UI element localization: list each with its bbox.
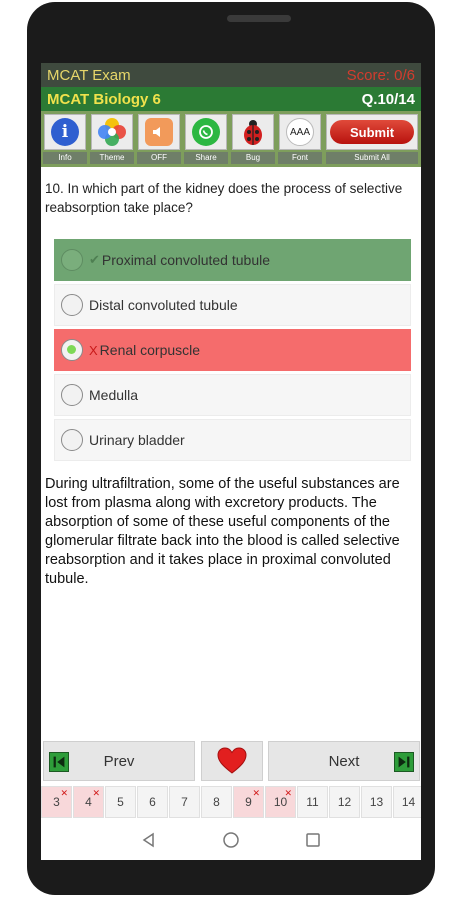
option-label: Proximal convoluted tubule — [101, 252, 271, 268]
check-icon: ✔ — [89, 252, 100, 267]
bug-report-button[interactable] — [231, 114, 275, 164]
question-counter: Q.10/14 — [361, 90, 415, 108]
radio-button[interactable] — [61, 429, 83, 451]
x-icon: X — [89, 342, 98, 358]
question-jump-7[interactable]: 7 — [169, 786, 200, 818]
share-label: Share — [184, 152, 228, 164]
wrong-mark-icon: ✕ — [60, 788, 68, 798]
question-jump-4[interactable]: 4 ✕ — [73, 786, 104, 818]
app-screen — [41, 63, 421, 860]
option-4[interactable] — [54, 374, 411, 416]
question-jump-13[interactable]: 13 — [361, 786, 392, 818]
question-strip — [41, 786, 421, 818]
option-label: Urinary bladder — [89, 432, 185, 448]
info-button[interactable] — [43, 114, 87, 164]
quiz-title: MCAT Biology 6 — [47, 90, 161, 108]
prev-label: Prev — [103, 752, 135, 770]
top-header — [41, 63, 421, 87]
question-jump-14[interactable]: 14 — [393, 786, 421, 818]
toolbar — [41, 111, 421, 167]
question-jump-8[interactable]: 8 — [201, 786, 232, 818]
wrong-mark-icon: ✕ — [252, 788, 260, 798]
share-button[interactable] — [184, 114, 228, 164]
question-jump-9[interactable]: 9 ✕ — [233, 786, 264, 818]
recents-icon[interactable] — [305, 832, 321, 848]
theme-label: Theme — [90, 152, 134, 164]
explanation-text: During ultrafiltration, some of the useful substances are lost from plasma along with excretory products. The absorption of some of these useful components of the glomerular filtrate back into the blood is called selective reabsorption and it takes place in proximal convoluted tubule. — [45, 476, 400, 587]
home-icon[interactable] — [222, 831, 240, 849]
bug-label: Bug — [231, 152, 275, 164]
favorite-button[interactable] — [201, 741, 263, 781]
speaker-icon — [145, 118, 173, 146]
radio-button-selected[interactable] — [61, 339, 83, 361]
question-jump-5[interactable]: 5 — [105, 786, 136, 818]
question-jump-3[interactable]: 3 ✕ — [41, 786, 72, 818]
option-2[interactable] — [54, 284, 411, 326]
navigation-bar — [41, 741, 421, 781]
next-label: Next — [328, 752, 360, 770]
option-3[interactable] — [54, 329, 411, 371]
font-label: Font — [278, 152, 322, 164]
heart-icon — [217, 747, 247, 775]
question-jump-10[interactable]: 10 ✕ — [265, 786, 296, 818]
option-1[interactable] — [54, 239, 411, 281]
prev-button[interactable] — [43, 741, 195, 781]
phone-speaker — [227, 15, 291, 22]
radio-button[interactable] — [61, 249, 83, 271]
radio-button[interactable] — [61, 294, 83, 316]
option-label: Distal convoluted tubule — [89, 297, 238, 313]
back-icon[interactable] — [141, 832, 157, 848]
question-jump-12[interactable]: 12 — [329, 786, 360, 818]
wrong-mark-icon: ✕ — [92, 788, 100, 798]
radio-button[interactable] — [61, 384, 83, 406]
font-size-button[interactable] — [278, 114, 322, 164]
option-5[interactable] — [54, 419, 411, 461]
submit-pill: Submit — [330, 120, 414, 144]
question-jump-6[interactable]: 6 — [137, 786, 168, 818]
info-label: Info — [43, 152, 87, 164]
option-label: Medulla — [89, 387, 139, 403]
wrong-mark-icon: ✕ — [284, 788, 292, 798]
app-title: MCAT Exam — [47, 66, 131, 84]
next-icon — [394, 752, 414, 772]
ladybug-icon — [239, 117, 267, 147]
theme-icon — [97, 117, 127, 147]
info-icon: i — [51, 118, 79, 146]
submit-all-label: Submit All — [326, 152, 418, 164]
theme-button[interactable] — [90, 114, 134, 164]
question-jump-11[interactable]: 11 — [297, 786, 328, 818]
quiz-header — [41, 87, 421, 111]
next-button[interactable] — [268, 741, 420, 781]
option-label: Renal corpuscle — [99, 342, 201, 358]
sound-label: OFF — [137, 152, 181, 164]
score-label: Score: 0/6 — [346, 66, 415, 84]
font-size-icon: AAA — [286, 118, 314, 146]
prev-icon — [49, 752, 69, 772]
sound-toggle-button[interactable] — [137, 114, 181, 164]
submit-button[interactable] — [326, 114, 418, 164]
whatsapp-icon — [192, 118, 220, 146]
question-text: 10. In which part of the kidney does the process of selective reabsorption take place? — [45, 181, 403, 215]
radio-dot — [67, 345, 76, 354]
system-navigation-bar — [41, 820, 421, 860]
